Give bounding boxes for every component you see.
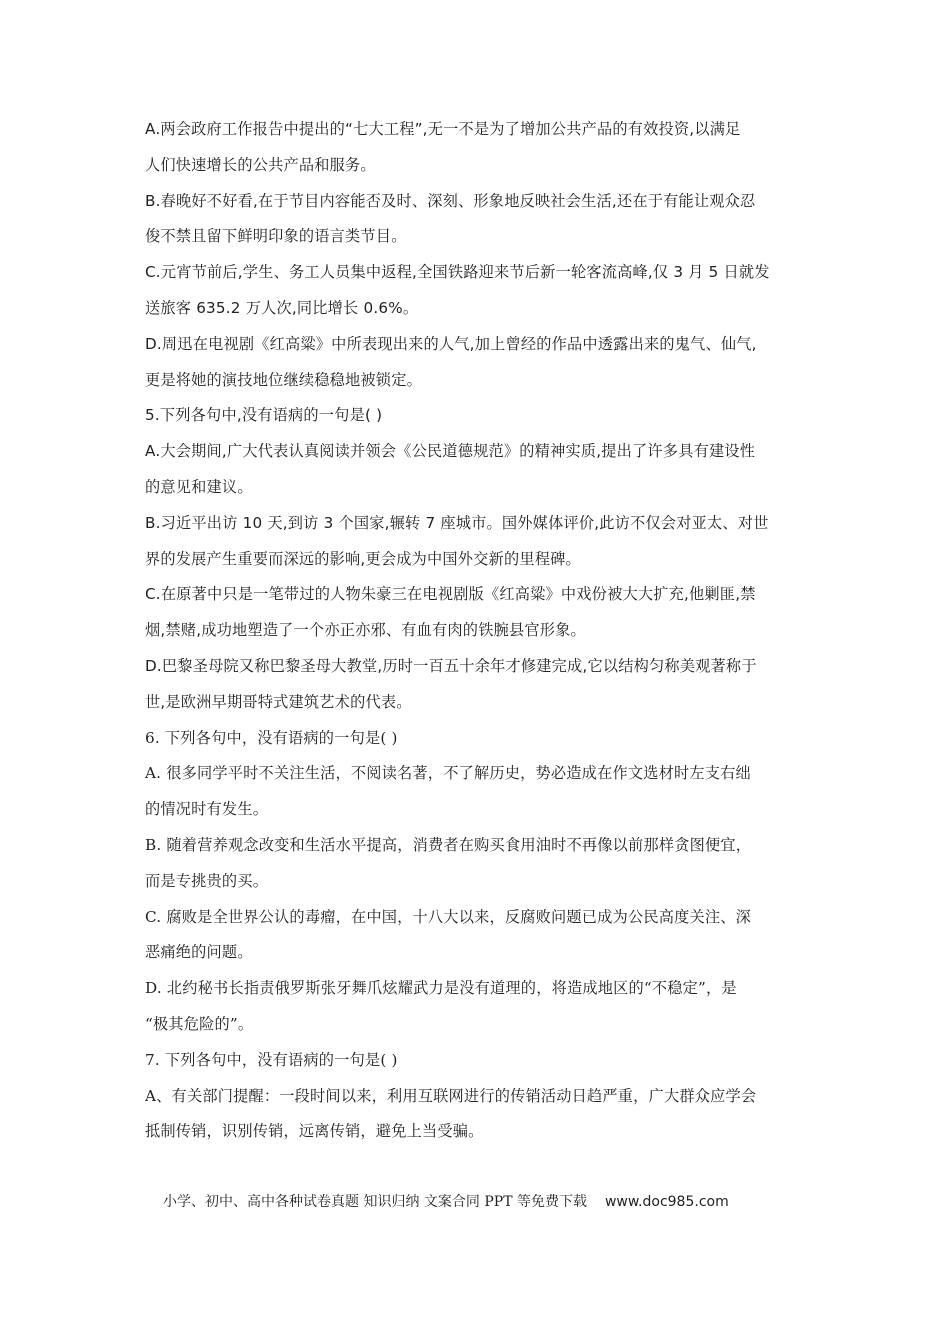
text-line: 的情况时有发生。 [145,800,269,819]
text-line: A.两会政府工作报告中提出的“七大工程”,无一不是为了增加公共产品的有效投资,以满足 [145,120,741,138]
text-line: B.习近平出访 10 天,到访 3 个国家,辗转 7 座城市。国外媒体评价,此访不仅会对亚太、对世 [145,513,769,532]
question-heading: 6. 下列各句中，没有语病的一句是( ) [145,728,398,747]
text-line: 抵制传销，识别传销，远离传销，避免上当受骗。 [145,1122,484,1141]
text-line: C.在原著中只是一笔带过的人物朱豪三在电视剧版《红高粱》中戏份被大大扩充,他剿匪,禁 [145,585,756,604]
text-line: C. 腐败是全世界公认的毒瘤，在中国，十八大以来，反腐败问题已成为公民高度关注、深 [145,907,752,926]
text-line: 恶痛绝的问题。 [145,943,253,962]
text-line: 而是专挑贵的买。 [145,871,269,890]
document-body [145,112,810,1150]
text-line: 的意见和建议。 [145,477,253,496]
text-line: A.大会期间,广大代表认真阅读并领会《公民道德规范》的精神实质,提出了许多具有建设性 [145,442,756,461]
text-line: 送旅客 635.2 万人次,同比增长 0.6%。 [145,298,419,317]
text-line: B. 随着营养观念改变和生活水平提高，消费者在购买食用油时不再像以前那样贪图便宜， [145,835,752,854]
text-line: 世,是欧洲早期哥特式建筑艺术的代表。 [145,692,412,711]
text-line: B.春晚好不好看,在于节目内容能否及时、深刻、形象地反映社会生活,还在于有能让观众忍 [145,191,756,210]
text-line: C.元宵节前后,学生、务工人员集中返程,全国铁路迎来节后新一轮客流高峰,仅 3 月 5 日就发 [145,263,770,282]
text-line: 俊不禁且留下鲜明印象的语言类节目。 [145,227,407,246]
text-line: 烟,禁赌,成功地塑造了一个亦正亦邪、有血有肉的铁腕县官形象。 [145,621,586,640]
text-line: 界的发展产生重要而深远的影响,更会成为中国外交新的里程碑。 [145,549,581,568]
text-line: D. 北约秘书长指责俄罗斯张牙舞爪炫耀武力是没有道理的，将造成地区的“不稳定”，是 [145,979,737,998]
footer-url: www.doc985.com [604,1194,729,1210]
page-footer [163,1191,803,1211]
text-line: D.周迅在电视剧《红高粱》中所表现出来的人气,加上曾经的作品中透露出来的鬼气、仙气, [145,334,757,353]
question-heading: 5.下列各句中,没有语病的一句是( ) [145,406,383,425]
text-line: A. 很多同学平时不关注生活，不阅读名著，不了解历史，势必造成在作文选材时左支右绌 [145,764,751,783]
footer-text: 小学、初中、高中各种试卷真题 知识归纳 文案合同 PPT 等免费下载 [163,1194,587,1210]
text-line: D.巴黎圣母院又称巴黎圣母大教堂,历时一百五十余年才修建完成,它以结构匀称美观著称于 [145,656,757,675]
text-line: 更是将她的演技地位继续稳稳地被锁定。 [145,370,422,389]
text-line: 人们快速增长的公共产品和服务。 [145,155,376,174]
question-heading: 7. 下列各句中，没有语病的一句是( ) [145,1050,398,1069]
text-line: “极其危险的”。 [145,1014,254,1033]
text-line: A、有关部门提醒：一段时间以来，利用互联网进行的传销活动日趋严重，广大群众应学会 [145,1086,757,1105]
